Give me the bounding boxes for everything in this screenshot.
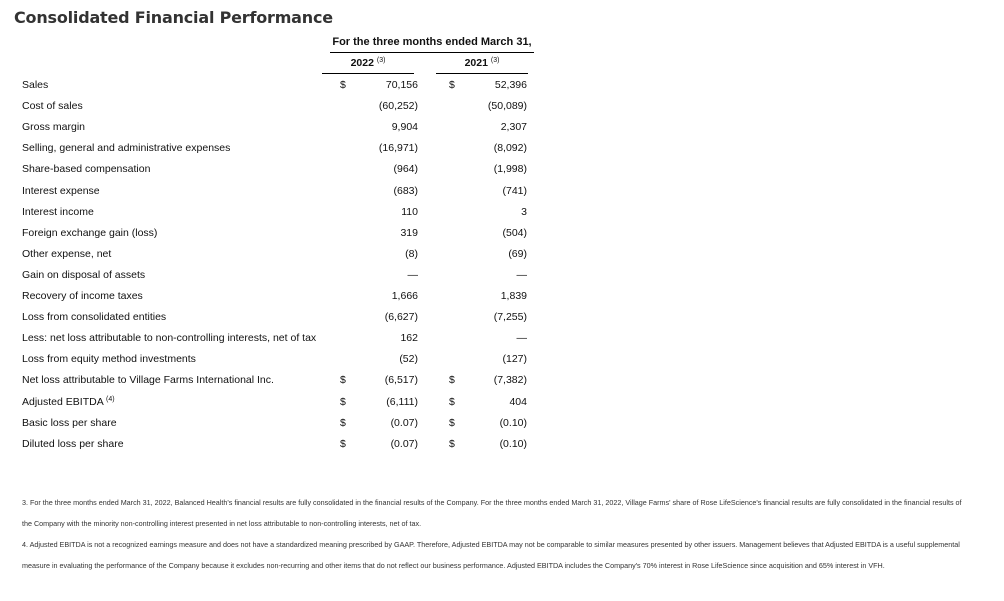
value-2022: (6,517) — [384, 374, 418, 387]
row-label-text: Adjusted EBITDA — [22, 395, 104, 408]
table-row — [0, 142, 1004, 163]
value-2022: 70,156 — [385, 79, 418, 91]
currency-symbol-2021: $ — [449, 437, 455, 450]
footnote-4: 4. Adjusted EBITDA is not a recognized earnings measure and does not have a standardized meaning prescribed by GAAP. Therefore, Adjusted EBITDA may not be comparable to similar measures presented by other issuers. Management believes that Adjusted EBITDA is a useful supplemental measure in evaluating the performance of the Company because it excludes non-recurring and other items that do not reflect our business performance. Adjusted EBITDA includes the Company's 70% interest in Rose LifeScience since acquisition and 65% interest in VFH. — [22, 540, 960, 570]
value-2022: 162 — [400, 332, 418, 345]
currency-symbol-2021: $ — [449, 79, 455, 91]
currency-symbol-2022: $ — [340, 437, 346, 450]
row-label-text: Recovery of income taxes — [22, 290, 143, 302]
currency-symbol-2021: $ — [449, 374, 455, 387]
row-label-text: Cost of sales — [22, 100, 83, 113]
value-2021: — — [516, 268, 527, 281]
value-2021: (1,998) — [493, 163, 527, 176]
currency-symbol-2021: $ — [449, 395, 455, 408]
row-label — [22, 185, 100, 197]
year-label: 2022 — [350, 57, 374, 69]
table-row — [0, 185, 1004, 206]
year-header-2022 — [322, 57, 414, 74]
table-row — [0, 269, 1004, 290]
value-2021: (8,092) — [493, 142, 527, 155]
row-label-text: Sales — [22, 79, 49, 91]
row-label-text: Interest income — [22, 205, 94, 218]
currency-symbol-2022: $ — [340, 374, 346, 387]
value-2021: (50,089) — [487, 100, 527, 113]
value-2022: (52) — [399, 353, 418, 366]
row-label — [22, 374, 274, 386]
value-2022: (0.07) — [390, 416, 418, 429]
value-2022: 319 — [400, 226, 418, 239]
row-label — [22, 227, 157, 239]
value-2022: (6,111) — [386, 395, 418, 408]
value-2021: (741) — [502, 184, 527, 197]
row-label — [22, 142, 230, 154]
currency-symbol-2022: $ — [340, 395, 346, 408]
table-row — [0, 396, 1004, 417]
row-label-text: Gross margin — [22, 121, 86, 134]
currency-symbol-2022: $ — [340, 79, 346, 91]
row-label — [22, 269, 145, 281]
row-label-text: Other expense, net — [22, 247, 112, 260]
row-label-text: Less: net loss attributable to non-controlling interests, net of tax — [22, 332, 317, 345]
value-2022: (0.07) — [390, 437, 418, 450]
row-label — [22, 417, 117, 429]
row-label — [22, 206, 94, 218]
row-label — [22, 290, 143, 302]
value-2022: (683) — [393, 184, 418, 197]
currency-symbol-2021: $ — [449, 416, 455, 429]
year-label: 2021 — [464, 57, 488, 69]
row-label — [22, 248, 111, 260]
period-header: For the three months ended March 31, — [330, 36, 534, 53]
value-2022: (964) — [393, 163, 418, 176]
row-label-text: Basic loss per share — [22, 416, 117, 429]
footnote-3: 3. For the three months ended March 31, 2022, Balanced Health's financial results are fully consolidated in the financial results of the Company. For the three months ended March 31, 2022, Village Farms' share of Rose LifeScience's financial results are fully consolidated in the financial results of the Company with the minority non-controlling interest presented in net loss attributable to non-controlling interests, net of tax. — [22, 498, 962, 528]
row-label-text: Gain on disposal of assets — [22, 268, 146, 281]
row-label-text: Foreign exchange gain (loss) — [22, 226, 158, 239]
row-label — [22, 121, 85, 133]
row-label — [22, 353, 196, 365]
value-2021: (504) — [502, 226, 527, 239]
row-label — [22, 332, 316, 344]
footnote-ref: (4) — [106, 395, 115, 403]
table-row — [0, 206, 1004, 227]
value-2022: (60,252) — [378, 100, 418, 113]
value-2021: (7,255) — [493, 311, 527, 324]
value-2021: (69) — [508, 247, 527, 260]
table-row — [0, 417, 1004, 438]
row-label-text: Selling, general and administrative expenses — [22, 142, 231, 155]
year-header-2021 — [436, 57, 528, 74]
value-2022: (6,627) — [384, 311, 418, 324]
table-row — [0, 121, 1004, 142]
value-2021: (0.10) — [499, 416, 527, 429]
row-label — [22, 396, 115, 408]
table-row — [0, 374, 1004, 395]
table-row — [0, 163, 1004, 184]
table-row — [0, 227, 1004, 248]
value-2021: 52,396 — [494, 79, 527, 91]
table-row — [0, 79, 1004, 100]
footnote-ref: (3) — [490, 57, 500, 64]
currency-symbol-2022: $ — [340, 416, 346, 429]
table-row — [0, 100, 1004, 121]
value-2021: (0.10) — [499, 437, 527, 450]
value-2022: (16,971) — [378, 142, 418, 155]
value-2022: 1,666 — [391, 290, 418, 302]
table-row — [0, 332, 1004, 353]
row-label — [22, 163, 150, 175]
value-2021: 3 — [521, 205, 527, 218]
row-label — [22, 438, 124, 450]
row-label-text: Interest expense — [22, 184, 100, 197]
row-label — [22, 79, 48, 91]
value-2021: (7,382) — [493, 374, 527, 387]
table-row — [0, 438, 1004, 459]
value-2021: 1,839 — [500, 290, 527, 302]
value-2022: 110 — [401, 205, 418, 218]
table-row — [0, 311, 1004, 332]
value-2021: (127) — [502, 353, 527, 366]
table-row — [0, 248, 1004, 269]
footnotes — [22, 492, 962, 576]
value-2022: — — [407, 268, 418, 281]
page-title: Consolidated Financial Performance — [14, 8, 333, 27]
table-row — [0, 290, 1004, 311]
value-2021: 404 — [509, 395, 527, 408]
value-2022: (8) — [405, 247, 418, 260]
footnote-ref: (3) — [376, 57, 386, 64]
row-label-text: Diluted loss per share — [22, 437, 124, 450]
row-label-text: Loss from equity method investments — [22, 353, 196, 366]
value-2022: 9,904 — [391, 121, 418, 134]
value-2021: — — [516, 332, 527, 345]
row-label — [22, 311, 166, 323]
value-2021: 2,307 — [500, 121, 527, 134]
row-label-text: Loss from consolidated entities — [22, 311, 167, 324]
row-label-text: Net loss attributable to Village Farms International Inc. — [22, 374, 274, 387]
row-label-text: Share-based compensation — [22, 163, 151, 176]
table-row — [0, 353, 1004, 374]
row-label — [22, 100, 83, 112]
